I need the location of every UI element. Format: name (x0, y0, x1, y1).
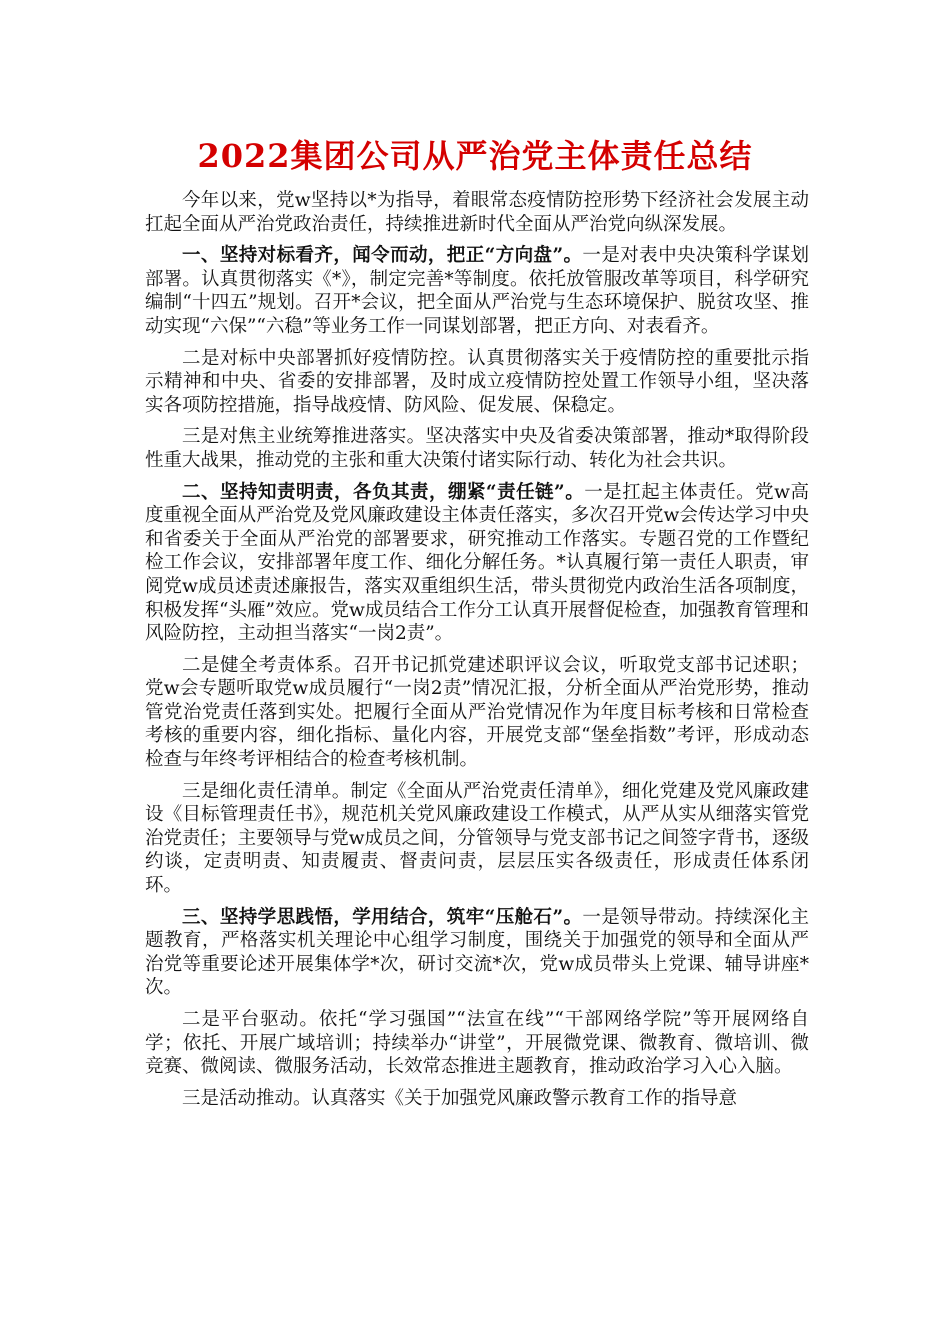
paragraph-main-business (145, 425, 809, 472)
paragraph-intro (145, 189, 809, 236)
paragraph-text: 三是活动推动。认真落实《关于加强党风廉政警示教育工作的指导意 (182, 1087, 738, 1109)
paragraph-text: 一是领导带动。持续深化主题教育，严格落实机关理论中心组学习制度，围绕关于加强党的领导和全面从严治党等重要论述开展集体学*次，研讨交流*次，党w成员带头上党课、辅导讲座*次。 (145, 906, 809, 999)
paragraph-text: 三是对焦主业统筹推进落实。坚决落实中央及省委决策部署，推动*取得阶段性重大战果，推动党的主张和重大决策付诸实际行动、转化为社会共识。 (145, 426, 809, 471)
paragraph-text: 今年以来，党w坚持以*为指导，着眼常态疫情防控形势下经济社会发展主动扛起全面从严治党政治责任，持续推进新时代全面从严治党向纵深发展。 (145, 190, 809, 235)
paragraph-text: 二是对标中央部署抓好疫情防控。认真贯彻落实关于疫情防控的重要批示指示精神和中央、省委的安排部署，及时成立疫情防控处置工作领导小组，坚决落实各项防控措施，指导战疫情、防风险、促发展、保稳定。 (145, 347, 809, 416)
paragraph-text: 二是平台驱动。依托“学习强国”“法宣在线”“干部网络学院”等开展网络自学；依托、开展广域培训；持续举办“讲堂”，开展微党课、微教育、微培训、微竞赛、微阅读、微服务活动，长效常态推进主题教育，推动政治学习入心入脑。 (145, 1009, 809, 1078)
paragraph-evaluation-system (145, 654, 809, 772)
paragraph-platform-driven (145, 1008, 809, 1079)
paragraph-activity-driven (145, 1087, 809, 1111)
paragraph-text: 一是对表中央决策科学谋划部署。认真贯彻落实《*》，制定完善*等制度。依托放管服改革等项目，科学研究编制“十四五”规划。召开*会议，把全面从严治党与生态环境保护、脱贫攻坚、推动实现“六保”“六稳”等业务工作一同谋划部署，把正方向、对表看齐。 (145, 245, 809, 337)
paragraph-text: 三是细化责任清单。制定《全面从严治党责任清单》，细化党建及党风廉政建设《目标管理责任书》，规范机关党风廉政建设工作模式，从严从实从细落实管党治党责任；主要领导与党w成员之间，分管领导与党支部书记之间签字背书，逐级约谈，定责明责、知责履责、督责问责，层层压实各级责任，形成责任体系闭环。 (145, 780, 809, 897)
paragraph-section-one (145, 244, 809, 338)
document-body (145, 189, 809, 1110)
paragraph-responsibility-list (145, 780, 809, 898)
section-heading-one: 一、坚持对标看齐，闻令而动，把正“方向盘”。 (182, 245, 583, 267)
section-heading-two: 二、坚持知责明责，各负其责，绷紧“责任链”。 (182, 481, 585, 503)
document-title: 2022集团公司从严治党主体责任总结 (197, 137, 753, 175)
paragraph-epidemic-control (145, 347, 809, 418)
paragraph-text: 二是健全考责体系。召开书记抓党建述职评议会议，听取党支部书记述职；党w会专题听取党w成员履行“一岗2责”情况汇报，分析全面从严治党形势，推动管党治党责任落到实处。把履行全面从严治党情况作为年度目标考核和日常检查考核的重要内容，细化指标、量化内容，开展党支部“堡垒指数”考评，形成动态检查与年终考评相结合的检查考核机制。 (145, 654, 809, 771)
paragraph-section-three (145, 906, 809, 1000)
paragraph-section-two (145, 481, 809, 646)
paragraph-text: 一是扛起主体责任。党w高度重视全面从严治党及党风廉政建设主体责任落实，多次召开党w会传达学习中央和省委关于全面从严治党的部署要求，研究推动工作落实。专题召党的工作暨纪检工作会议，安排部署年度工作、细化分解任务。*认真履行第一责任人职责，审阅党w成员述责述廉报告，落实双重组织生活，带头贯彻党内政治生活各项制度，积极发挥“头雁”效应。党w成员结合工作分工认真开展督促检查，加强教育管理和风险防控，主动担当落实“一岗2责”。 (145, 481, 809, 645)
section-heading-three: 三、坚持学思践悟，学用结合，筑牢“压舱石”。 (182, 906, 583, 928)
